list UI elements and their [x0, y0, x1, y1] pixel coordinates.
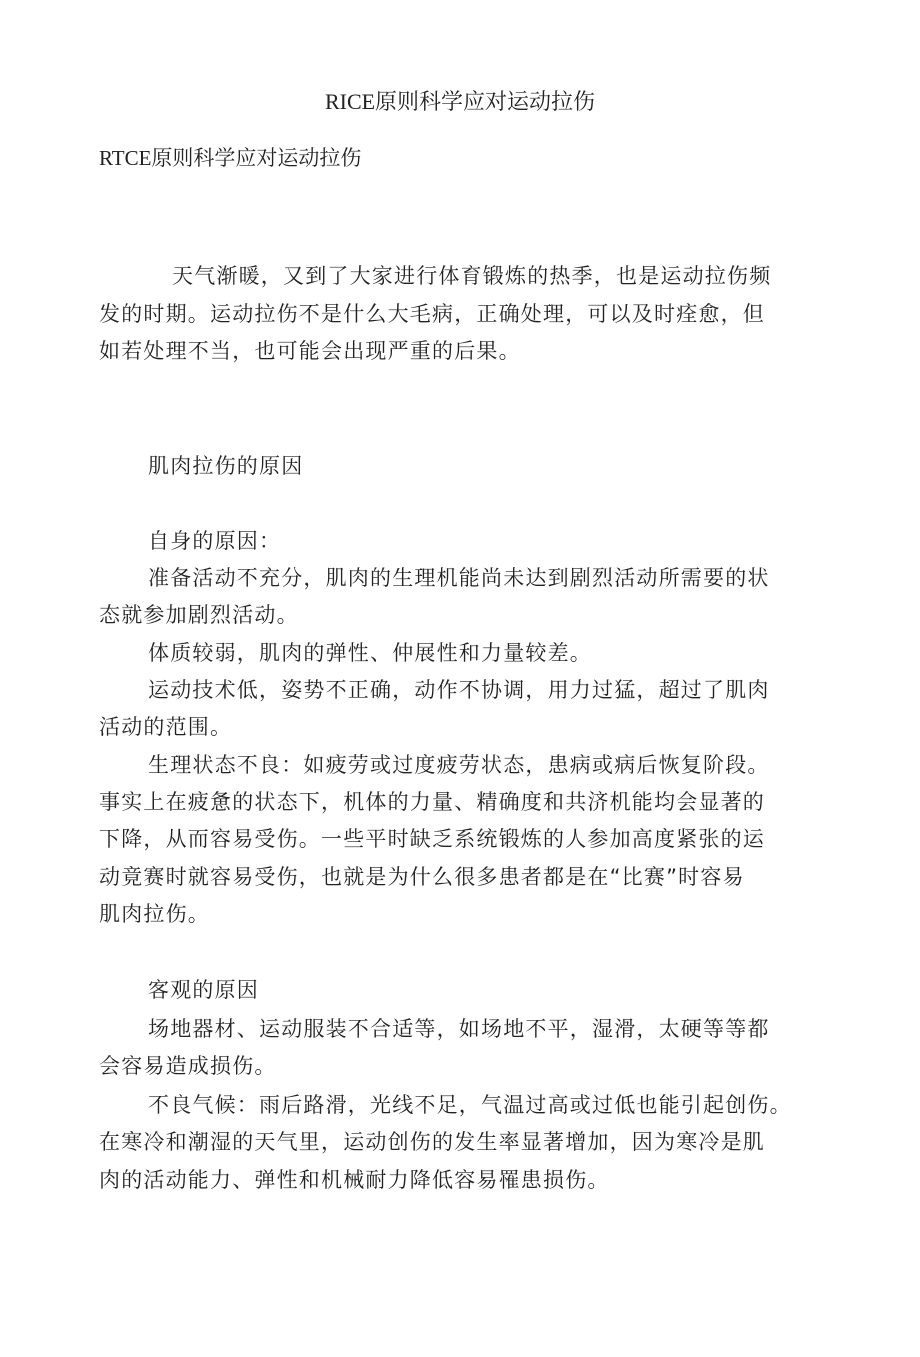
- subheading: 客观的原因: [148, 978, 259, 1002]
- text-line: 肉的活动能力、弹性和机械耐力降低容易罹患损伤。: [99, 1168, 610, 1192]
- text-line: 下降，从而容易受伤。一些平时缺乏系统锻炼的人参加高度紧张的运: [99, 827, 765, 851]
- text-line: 事实上在疲惫的状态下，机体的力量、精确度和共济机能均会显著的: [99, 790, 765, 814]
- text-line: 场地器材、运动服装不合适等，如场地不平，湿滑，太硬等等都: [148, 1017, 770, 1041]
- text-line: 准备活动不充分，肌肉的生理机能尚未达到剧烈活动所需要的状: [148, 566, 770, 590]
- text-line: 态就参加剧烈活动。: [99, 603, 299, 627]
- text-line: 动竟赛时就容易受伤，也就是为什么很多患者都是在“比赛”时容易: [99, 865, 745, 889]
- text-line: 会容易造成损伤。: [99, 1054, 277, 1078]
- text-line: 在寒冷和潮湿的天气里，运动创伤的发生率显著增加，因为寒冷是肌: [99, 1130, 765, 1154]
- text-line: 不良气候：雨后路滑，光线不足，气温过高或过低也能引起创伤。: [148, 1093, 792, 1117]
- text-line: 发的时期。运动拉伤不是什么大毛病，正确处理，可以及时痊愈，但: [99, 302, 765, 326]
- text-line: 运动技术低，姿势不正确，动作不协调，用力过猛，超过了肌肉: [148, 678, 770, 702]
- text-line: 肌肉拉伤。: [99, 902, 210, 926]
- document-title: RICE原则科学应对运动拉伤: [324, 89, 596, 114]
- document-subtitle: RTCE原则科学应对运动拉伤: [99, 146, 362, 170]
- text-line: 生理状态不良：如疲劳或过度疲劳状态，患病或病后恢复阶段。: [148, 753, 770, 777]
- text-line: 天气渐暖，又到了大家进行体育锻炼的热季，也是运动拉伤频: [172, 264, 772, 288]
- text-line: 活动的范围。: [99, 715, 233, 739]
- text-line: 如若处理不当，也可能会出现严重的后果。: [99, 339, 521, 363]
- section-heading: 肌肉拉伤的原因: [148, 454, 304, 478]
- text-line: 体质较弱，肌肉的弹性、仲展性和力量较差。: [148, 641, 592, 665]
- subheading: 自身的原因：: [148, 529, 282, 553]
